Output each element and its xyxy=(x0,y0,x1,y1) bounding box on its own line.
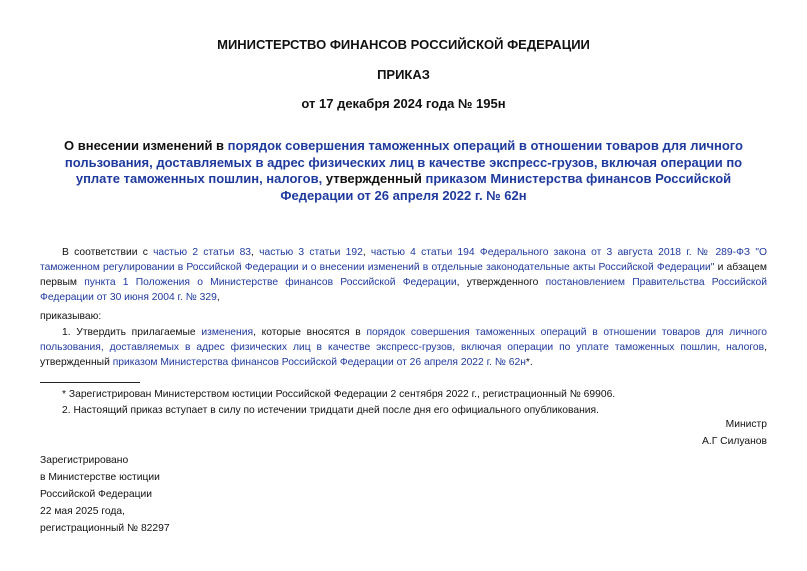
link-federal-law-289[interactable]: Федерального закона от 3 августа 2018 г. № 289-ФЗ "О таможенном регулировании в Российской Федерации и о внесении изменений в отдельные законодательные акты Российской Федерации" xyxy=(40,247,767,273)
registration-number: регистрационный № 82297 xyxy=(40,523,170,534)
preamble-text: , xyxy=(362,247,371,258)
preamble-text: , утвержденного xyxy=(456,277,546,288)
registration-block xyxy=(40,452,170,537)
item-2-paragraph: 2. Настоящий приказ вступает в силу по истечении тридцати дней после дня его официального опубликования. xyxy=(62,405,599,416)
title-mid: утвержденный xyxy=(322,171,426,186)
ministry-heading: МИНИСТЕРСТВО ФИНАНСОВ РОССИЙСКОЙ ФЕДЕРАЦИИ xyxy=(217,37,590,52)
document-title xyxy=(50,138,757,204)
item-1-text: , которые вносятся в xyxy=(253,327,367,338)
preamble-text: , xyxy=(216,292,220,303)
registration-date: 22 мая 2025 года, xyxy=(40,506,125,517)
doc-type-heading: ПРИКАЗ xyxy=(377,67,430,82)
signature-position: Министр xyxy=(725,419,767,430)
registration-line: Российской Федерации xyxy=(40,489,152,500)
link-changes[interactable]: изменения xyxy=(201,327,254,338)
title-prefix: О внесении изменений в xyxy=(64,138,228,153)
signature-name: А.Г Силуанов xyxy=(701,436,767,447)
footnote-separator xyxy=(40,382,140,383)
link-article-192[interactable]: частью 3 статьи 192 xyxy=(259,247,363,258)
item-1-text: *. xyxy=(525,357,533,368)
item-1-text: , утвержденный xyxy=(40,342,767,368)
title-link-order[interactable]: приказом Министерства финансов Российской Федерации от 26 апреля 2022 г. № 62н xyxy=(280,171,732,203)
registration-line: в Министерстве юстиции xyxy=(40,472,160,483)
title-link-procedure[interactable]: порядок совершения таможенных операций в отношении товаров для личного пользования, доставляемых в адрес физических лиц в качестве экспресс-грузов, включая операции по уплате таможенных пошлин, налогов, xyxy=(64,138,743,186)
footnote: * Зарегистрирован Министерством юстиции Российской Федерации 2 сентября 2022 г., регистрационный № 69906. xyxy=(62,389,616,400)
order-word: приказываю: xyxy=(40,311,102,322)
link-order-62n[interactable]: приказом Министерства финансов Российской Федерации от 26 апреля 2022 г. № 62н xyxy=(112,357,526,368)
link-ministry-regulation[interactable]: пункта 1 Положения о Министерстве финансов Российской Федерации xyxy=(84,277,457,288)
preamble-text: В соответствии с xyxy=(62,247,154,258)
item-1-text: 1. Утвердить прилагаемые xyxy=(62,327,202,338)
date-number: от 17 декабря 2024 года № 195н xyxy=(301,96,506,111)
preamble-text: , xyxy=(251,247,260,258)
item-1-paragraph xyxy=(40,325,767,370)
link-procedure[interactable]: порядок совершения таможенных операций в отношении товаров для личного пользования, доставляемых в адрес физических лиц в качестве экспресс-грузов, включая операции по уплате таможенных пошлин, налогов xyxy=(40,327,767,353)
preamble-text: и абзацем первым xyxy=(40,262,767,288)
preamble-paragraph xyxy=(40,245,767,305)
link-article-83[interactable]: частью 2 статьи 83 xyxy=(153,247,252,258)
registration-line: Зарегистрировано xyxy=(40,455,129,466)
link-article-194[interactable]: частью 4 статьи 194 xyxy=(370,247,475,258)
link-government-decree-329[interactable]: постановлением Правительства Российской Федерации от 30 июня 2004 г. № 329 xyxy=(40,277,767,303)
